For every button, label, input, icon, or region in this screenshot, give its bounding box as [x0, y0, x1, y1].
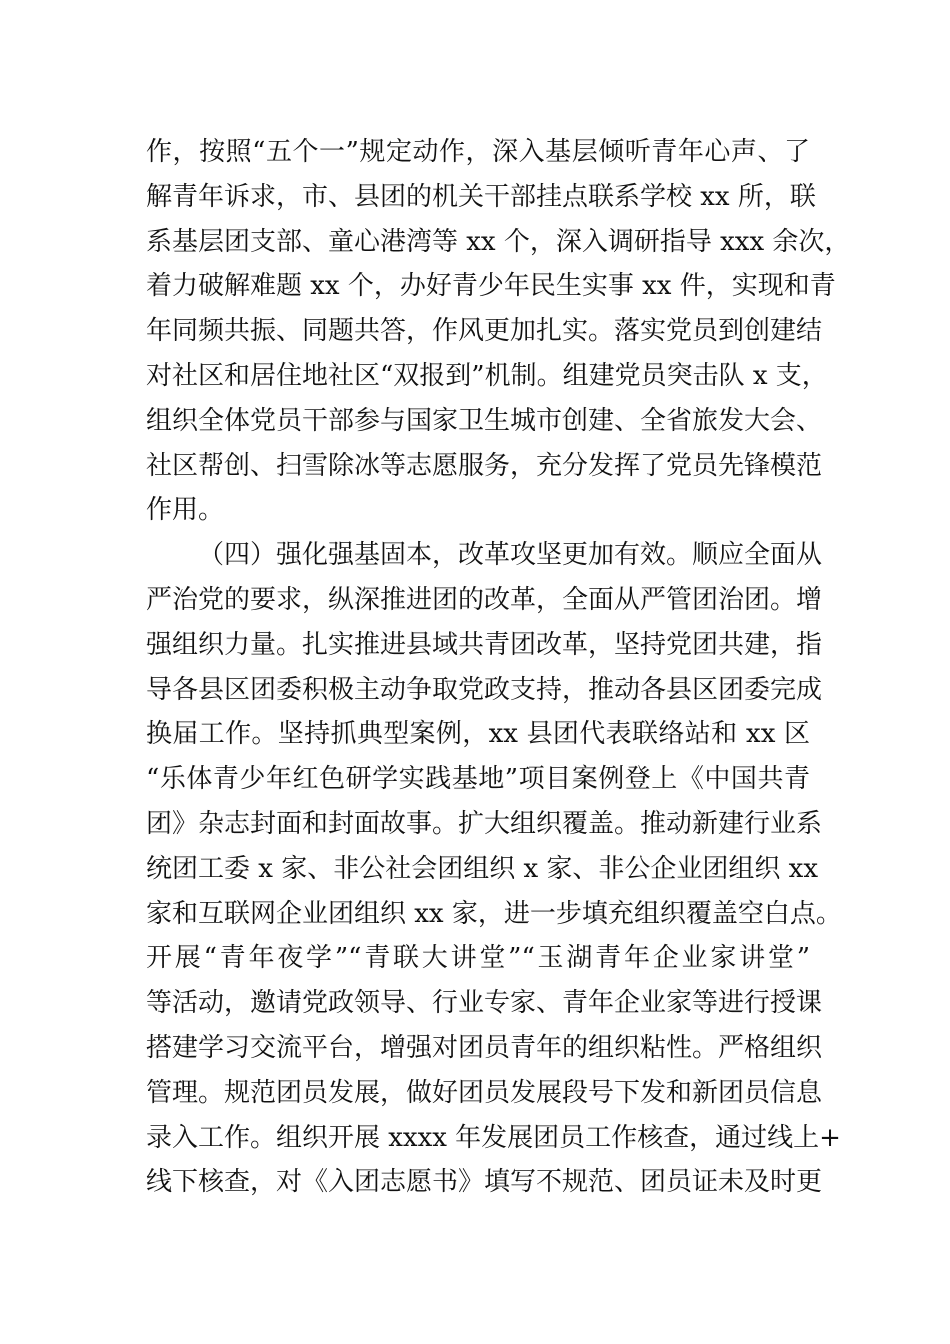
- paragraph-2-line-10: 开展“青年夜学”“青联大讲堂”“玉湖青年企业家讲堂”: [146, 943, 810, 974]
- paragraph-2-line-1: （四）强化强基固本，改革攻坚更加有效。顺应全面从: [198, 540, 823, 571]
- paragraph-2-line-8: 统团工委 x 家、非公社会团组织 x 家、非公企业团组织 xx: [146, 853, 818, 884]
- paragraph-1-line-7: 组织全体党员干部参与国家卫生城市创建、全省旅发大会、: [146, 405, 823, 436]
- paragraph-1-line-5: 年同频共振、同题共答，作风更加扎实。落实党员到创建结: [146, 316, 823, 347]
- paragraph-1-line-2: 解青年诉求，市、县团的机关干部挂点联系学校 xx 所，联: [146, 181, 816, 212]
- paragraph-2-line-9: 家和互联网企业团组织 xx 家，进一步填充组织覆盖空白点。: [146, 898, 842, 929]
- paragraph-1-line-3: 系基层团支部、童心港湾等 xx 个，深入调研指导 xxx 余次，: [146, 226, 851, 257]
- paragraph-2-line-5: 换届工作。坚持抓典型案例，xx 县团代表联络站和 xx 区: [146, 719, 810, 750]
- paragraph-2-line-2: 严治党的要求，纵深推进团的改革，全面从严管团治团。增: [146, 584, 823, 615]
- paragraph-2-line-12: 搭建学习交流平台，增强对团员青年的组织粘性。严格组织: [146, 1032, 823, 1063]
- paragraph-1-line-4: 着力破解难题 xx 个，办好青少年民生实事 xx 件，实现和青: [146, 271, 836, 302]
- paragraph-2-line-11: 等活动，邀请党政领导、行业专家、青年企业家等进行授课: [146, 988, 823, 1019]
- paragraph-1-line-8: 社区帮创、扫雪除冰等志愿服务，充分发挥了党员先锋模范: [146, 450, 823, 481]
- paragraph-2-line-3: 强组织力量。扎实推进县域共青团改革，坚持党团共建，指: [146, 629, 823, 660]
- paragraph-1-line-1: 作，按照“五个一”规定动作，深入基层倾听青年心声、了: [146, 137, 810, 167]
- paragraph-2-line-4: 导各县区团委积极主动争取党政支持，推动各县区团委完成: [146, 674, 823, 705]
- paragraph-2-line-6: “乐体青少年红色研学实践基地”项目案例登上《中国共青: [146, 764, 810, 795]
- paragraph-2-line-7: 团》杂志封面和封面故事。扩大组织覆盖。推动新建行业系: [146, 808, 823, 839]
- paragraph-2-line-13: 管理。规范团员发展，做好团员发展段号下发和新团员信息: [146, 1077, 823, 1108]
- paragraph-2-line-15: 线下核查，对《入团志愿书》填写不规范、团员证未及时更: [146, 1167, 823, 1198]
- paragraph-1-line-6: 对社区和居住地社区“双报到”机制。组建党员突击队 x 支，: [146, 360, 828, 391]
- paragraph-1-line-9: 作用。: [146, 495, 225, 526]
- paragraph-2-line-14: 录入工作。组织开展 xxxx 年发展团员工作核查，通过线上+: [146, 1122, 841, 1153]
- document-body: [146, 130, 851, 1205]
